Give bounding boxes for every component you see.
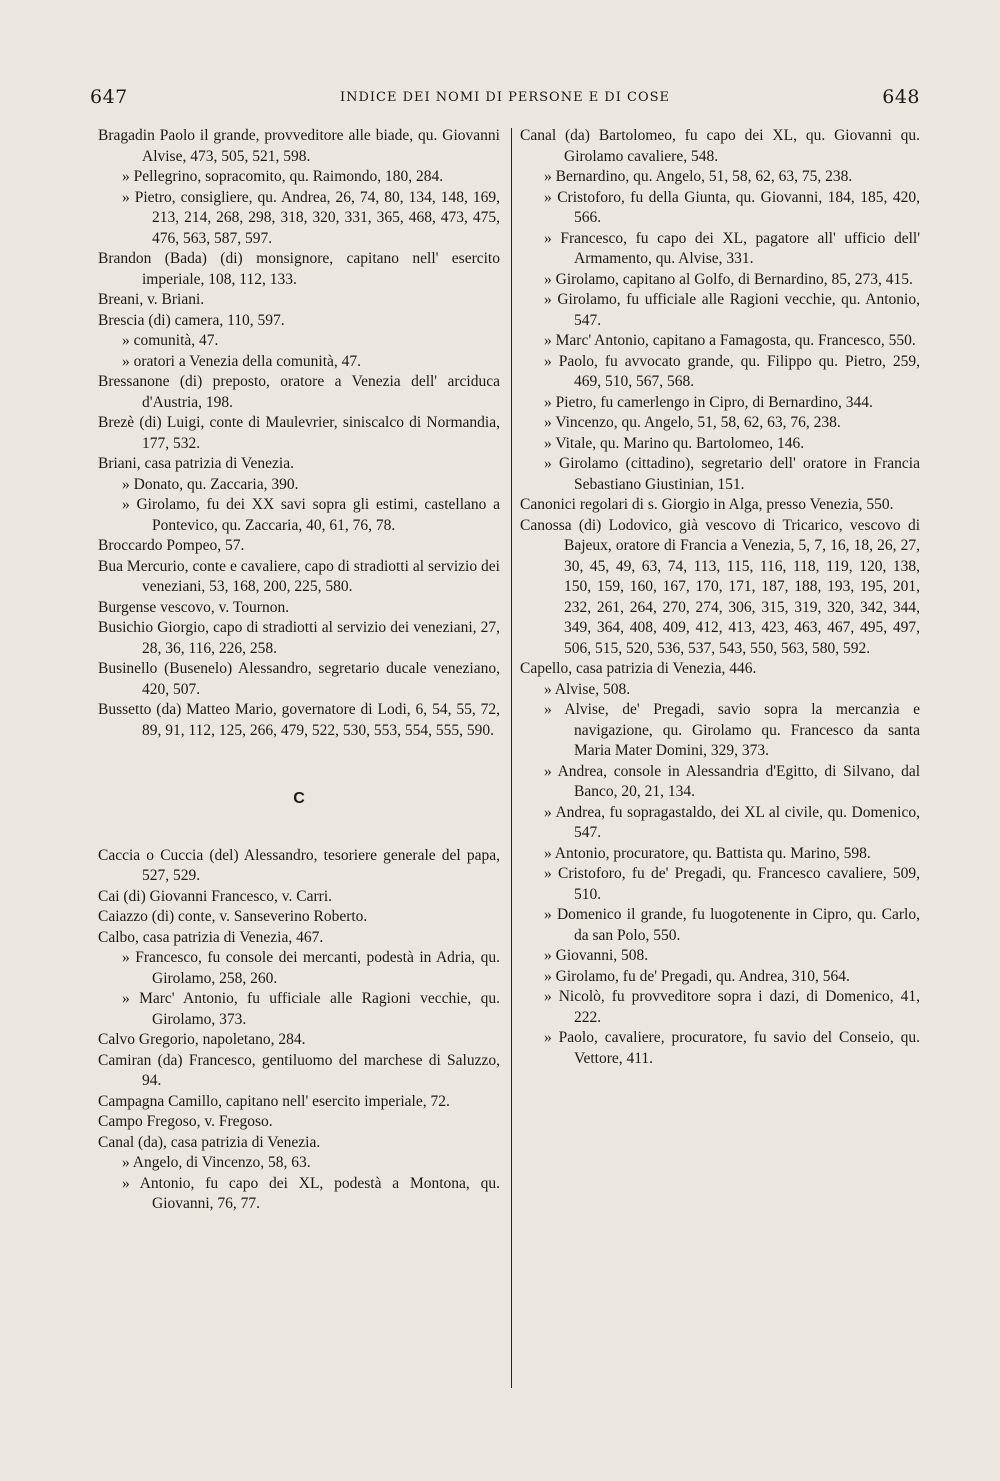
index-subentry: » Vitale, qu. Marino qu. Bartolomeo, 146.: [544, 434, 805, 452]
index-entry: Bua Mercurio, conte e cavaliere, capo di stradiotti al servizio dei veneziani, 53, 168, 200, 225, 580.: [98, 557, 500, 595]
index-subentry: » Paolo, cavaliere, procuratore, fu savio del Conseio, qu. Vettore, 411.: [544, 1029, 920, 1067]
index-subentry: » Paolo, fu avvocato grande, qu. Filippo qu. Pietro, 259, 469, 510, 567, 568.: [544, 352, 920, 390]
index-subentry: » Pietro, fu camerlengo in Cipro, di Bernardino, 344.: [544, 393, 873, 411]
index-subentry: » Pietro, consigliere, qu. Andrea, 26, 74, 80, 134, 148, 169, 213, 214, 268, 298, 318, 320, 331, 365, 468, 473, 475, 476, 563, 587, 597.: [122, 188, 500, 247]
index-subentry: » Marc' Antonio, fu ufficiale alle Ragioni vecchie, qu. Girolamo, 373.: [122, 990, 500, 1028]
index-subentry: » Cristoforo, fu de' Pregadi, qu. Francesco cavaliere, 509, 510.: [544, 865, 920, 903]
index-entry: Camiran (da) Francesco, gentiluomo del marchese di Saluzzo, 94.: [98, 1051, 500, 1089]
index-entry: Canossa (di) Lodovico, già vescovo di Tricarico, vescovo di Bajeux, oratore di Francia a Venezia, 5, 7, 16, 18, 26, 27, 30, 45, 49, 63, 74, 113, 115, 116, 118, 119, 120, 138, 150, 159, 160, 167, 170, 171, 187, 188, 193, 195, 201, 232, 261, 264, 270, 274, 306, 315, 319, 320, 342, 344, 349, 364, 408, 409, 412, 413, 423, 463, 467, 495, 497, 506, 515, 520, 536, 537, 543, 550, 563, 580, 592.: [520, 516, 920, 657]
running-title: INDICE DEI NOMI DI PERSONE E DI COSE: [339, 90, 671, 105]
index-entry: Brezè (di) Luigi, conte di Maulevrier, siniscalco di Normandia, 177, 532.: [98, 414, 500, 452]
index-entry: Canal (da) Bartolomeo, fu capo dei XL, qu. Giovanni qu. Girolamo cavaliere, 548.: [520, 127, 920, 165]
page-header: [90, 86, 920, 114]
index-subentry: » Alvise, 508.: [544, 680, 631, 698]
index-entry: Bressanone (di) preposto, oratore a Venezia dell' arciduca d'Austria, 198.: [98, 373, 500, 411]
left-index-column: [98, 126, 500, 1215]
index-entry: Capello, casa patrizia di Venezia, 446.: [520, 660, 757, 677]
index-entry: Busichio Giorgio, capo di stradiotti al servizio dei veneziani, 27, 28, 36, 116, 226, 258.: [98, 619, 500, 657]
section-heading: C: [293, 790, 305, 807]
index-subentry: » Bernardino, qu. Angelo, 51, 58, 62, 63, 75, 238.: [544, 168, 853, 185]
index-subentry: » Francesco, fu console dei mercanti, podestà in Adria, qu. Girolamo, 258, 260.: [122, 949, 500, 987]
index-entry: Bragadin Paolo il grande, provveditore alle biade, qu. Giovanni Alvise, 473, 505, 521, 598.: [98, 127, 500, 165]
index-entry: Businello (Busenelo) Alessandro, segretario ducale veneziano, 420, 507.: [98, 660, 500, 698]
index-subentry: » Domenico il grande, fu luogotenente in Cipro, qu. Carlo, da san Polo, 550.: [544, 906, 920, 944]
index-subentry: » Girolamo (cittadino), segretario dell' oratore in Francia Sebastiano Giustinian, 151.: [544, 455, 920, 493]
index-subentry: » Donato, qu. Zaccaria, 390.: [122, 475, 299, 493]
index-entry: Breani, v. Briani.: [98, 291, 205, 308]
index-subentry: » comunità, 47.: [122, 332, 219, 349]
index-entry: Broccardo Pompeo, 57.: [98, 537, 245, 554]
index-entry: Calbo, casa patrizia di Venezia, 467.: [98, 928, 324, 946]
index-subentry: » Girolamo, fu ufficiale alle Ragioni vecchie, qu. Antonio, 547.: [544, 291, 920, 329]
index-subentry: » Pellegrino, sopracomito, qu. Raimondo, 180, 284.: [122, 168, 444, 185]
index-subentry: » Cristoforo, fu della Giunta, qu. Giovanni, 184, 185, 420, 566.: [544, 188, 920, 226]
index-entry: Campagna Camillo, capitano nell' esercito imperiale, 72.: [98, 1092, 450, 1110]
index-entry: Canonici regolari di s. Giorgio in Alga, presso Venezia, 550.: [520, 496, 894, 513]
index-entry: Calvo Gregorio, napoletano, 284.: [98, 1031, 306, 1048]
index-entry: Caccia o Cuccia (del) Alessandro, tesoriere generale del papa, 527, 529.: [98, 846, 500, 884]
index-subentry: » Vincenzo, qu. Angelo, 51, 58, 62, 63, 76, 238.: [544, 414, 841, 431]
index-entry: Canal (da), casa patrizia di Venezia.: [98, 1133, 321, 1151]
right-index-column: [520, 126, 920, 1069]
index-subentry: » Marc' Antonio, capitano a Famagosta, qu. Francesco, 550.: [544, 332, 916, 349]
index-subentry: » Andrea, fu sopragastaldo, dei XL al civile, qu. Domenico, 547.: [544, 803, 920, 841]
index-entry: Cai (di) Giovanni Francesco, v. Carri.: [98, 887, 333, 905]
index-entry: Caiazzo (di) conte, v. Sanseverino Roberto.: [98, 908, 368, 925]
index-subentry: » Girolamo, capitano al Golfo, di Bernardino, 85, 273, 415.: [544, 270, 913, 288]
index-subentry: » Alvise, de' Pregadi, savio sopra la mercanzia e navigazione, qu. Girolamo qu. Francesco da santa Maria Mater Domini, 329, 373.: [544, 701, 920, 759]
index-subentry: » Antonio, fu capo dei XL, podestà a Montona, qu. Giovanni, 76, 77.: [122, 1174, 500, 1212]
right-page-number: 648: [882, 86, 920, 108]
index-subentry: » Angelo, di Vincenzo, 58, 63.: [122, 1154, 311, 1171]
column-divider: [511, 128, 512, 1388]
index-subentry: » Nicolò, fu provveditore sopra i dazi, di Domenico, 41, 222.: [544, 988, 920, 1026]
index-entry: Brescia (di) camera, 110, 597.: [98, 311, 285, 329]
left-page-number: 647: [90, 86, 128, 108]
index-subentry: » Girolamo, fu dei XX savi sopra gli estimi, castellano a Pontevico, qu. Zaccaria, 40, 61, 76, 78.: [122, 496, 500, 534]
index-subentry: » Andrea, console in Alessandria d'Egitto, di Silvano, dal Banco, 20, 21, 134.: [544, 762, 920, 800]
index-subentry: » Giovanni, 508.: [544, 947, 649, 964]
index-entry: Brandon (Bada) (di) monsignore, capitano nell' esercito imperiale, 108, 112, 133.: [98, 250, 500, 288]
index-entry: Bussetto (da) Matteo Mario, governatore di Lodi, 6, 54, 55, 72, 89, 91, 112, 125, 266, 479, 522, 530, 553, 554, 555, 590.: [98, 701, 500, 739]
index-subentry: » Francesco, fu capo dei XL, pagatore all' ufficio dell' Armamento, qu. Alvise, 331.: [544, 229, 920, 267]
index-entry: Burgense vescovo, v. Tournon.: [98, 598, 290, 616]
index-entry: Briani, casa patrizia di Venezia.: [98, 455, 294, 472]
index-subentry: » oratori a Venezia della comunità, 47.: [122, 352, 362, 370]
index-subentry: » Girolamo, fu de' Pregadi, qu. Andrea, 310, 564.: [544, 967, 850, 985]
index-subentry: » Antonio, procuratore, qu. Battista qu. Marino, 598.: [544, 844, 871, 862]
index-entry: Campo Fregoso, v. Fregoso.: [98, 1113, 273, 1130]
